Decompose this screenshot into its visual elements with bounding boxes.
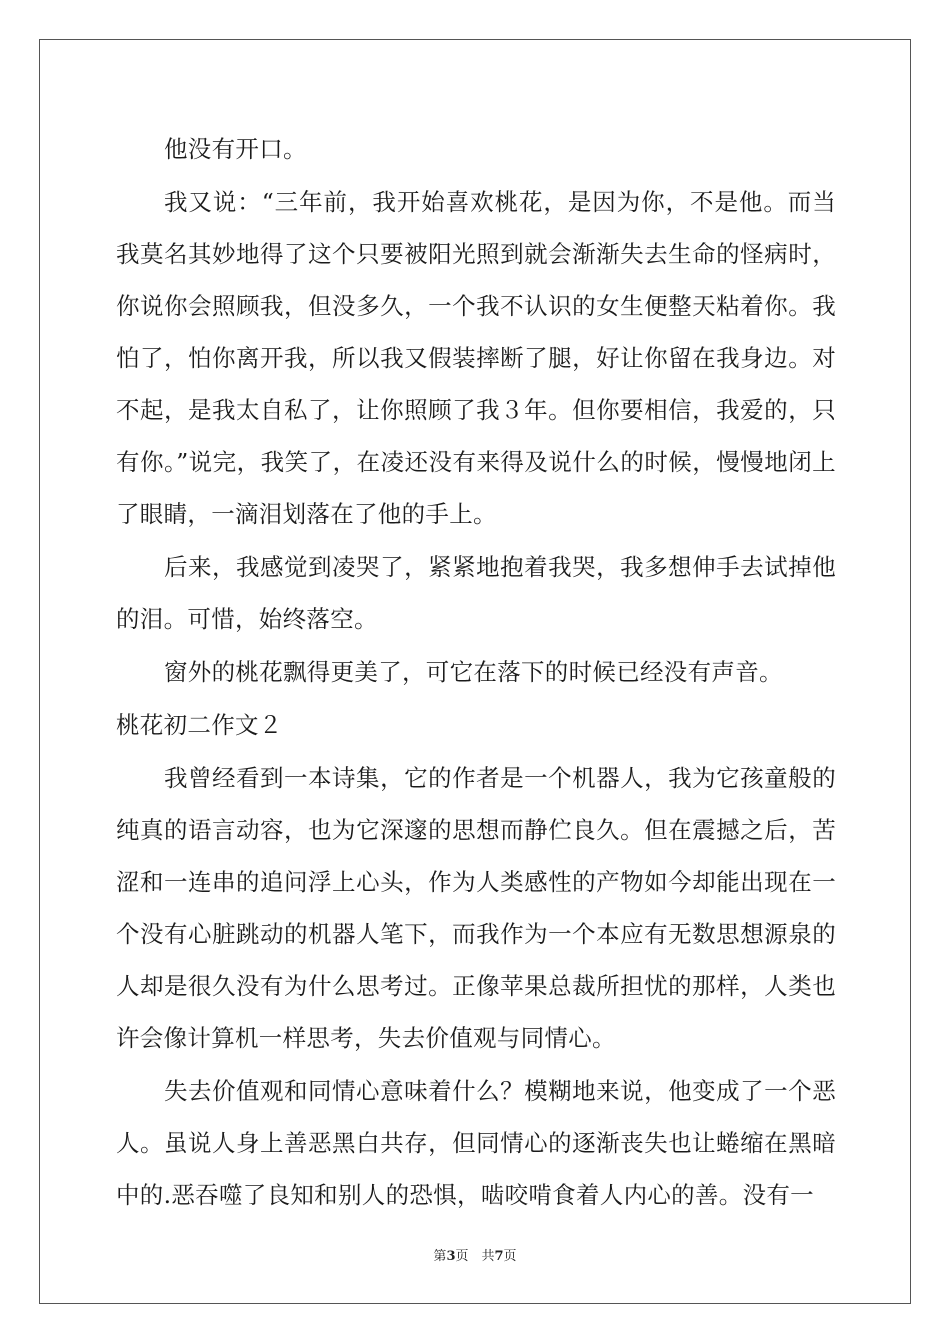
paragraph-6: 失去价值观和同情心意味着什么？模糊地来说，他变成了一个恶人。虽说人身上善恶黑白共存，但同情心的逐渐丧失也让蜷缩在黑暗中的.恶吞噬了良知和别人的恐惧，啮咬啃食着人内心的善。没有一 [116, 1077, 836, 1209]
paragraph-4: 窗外的桃花飘得更美了，可它在落下的时候已经没有声音。 [164, 658, 783, 686]
footer-prefix: 第 [433, 1249, 447, 1264]
total-pages-number: 7 [494, 1249, 504, 1264]
paragraph-5: 我曾经看到一本诗集，它的作者是一个机器人，我为它孩童般的纯真的语言动容，也为它深邃的思想而静伫良久。但在震撼之后，苦涩和一连串的追问浮上心头，作为人类感性的产物如今却能出现在一个没有心脏跳动的机器人笔下，而我作为一个本应有无数思想源泉的人却是很久没有为什么思考过。正像苹果总裁所担忧的那样，人类也许会像计算机一样思考，失去价值观与同情心。 [116, 764, 836, 1052]
document-body [116, 123, 836, 1222]
paragraph-3: 后来，我感觉到凌哭了，紧紧地抱着我哭，我多想伸手去试掉他的泪。可惜，始终落空。 [116, 553, 836, 633]
footer-suffix: 页 [503, 1249, 517, 1264]
current-page-number: 3 [446, 1249, 456, 1264]
paragraph-2: 我又说：“三年前，我开始喜欢桃花，是因为你，不是他。而当我莫名其妙地得了这个只要被阳光照到就会渐渐失去生命的怪病时，你说你会照顾我，但没多久，一个我不认识的女生便整天粘着你。我怕了，怕你离开我，所以我又假装摔断了腿，好让你留在我身边。对不起，是我太自私了，让你照顾了我３年。但你要相信，我爱的，只有你。”说完，我笑了，在凌还没有来得及说什么的时候，慢慢地闭上了眼睛，一滴泪划落在了他的手上。 [116, 188, 836, 528]
page-footer [0, 1245, 950, 1264]
section-heading: 桃花初二作文２ [116, 711, 283, 739]
footer-middle: 页 共 [455, 1249, 495, 1264]
paragraph-1: 他没有开口。 [164, 135, 307, 163]
